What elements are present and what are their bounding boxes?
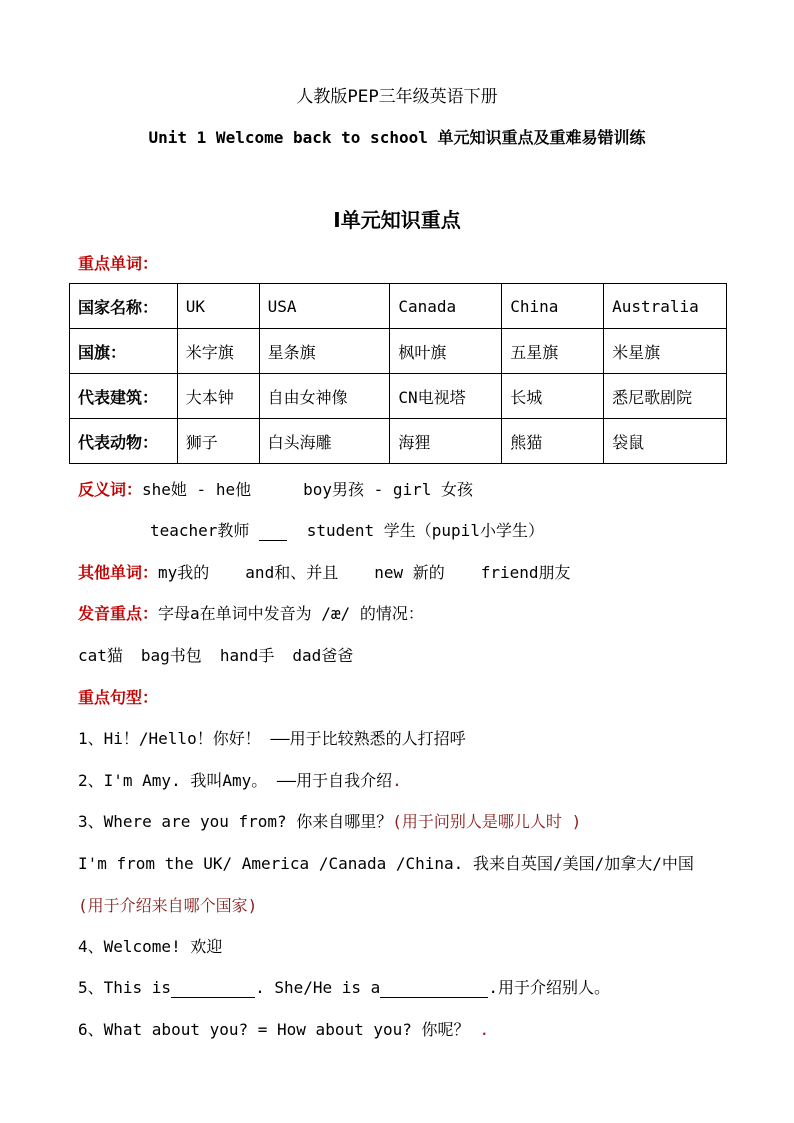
table-cell: 狮子 [177, 419, 259, 464]
pronunciation-label: 发音重点： [78, 604, 159, 623]
sentence-1: 1、Hi！/Hello！你好！ ——用于比较熟悉的人打招呼 [78, 729, 466, 748]
table-cell: 枫叶旗 [390, 329, 502, 374]
table-row [70, 419, 727, 464]
key-sentences-label: 重点句型： [78, 688, 159, 707]
example-word: cat猫 [78, 646, 123, 665]
table-cell: Canada [390, 284, 502, 329]
table-cell: USA [259, 284, 390, 329]
pronunciation-line [78, 604, 424, 624]
example-word: bag书包 [140, 646, 202, 665]
table-cell: 星条旗 [259, 329, 390, 374]
antonym-word: teacher教师 [150, 521, 250, 540]
table-cell: 悉尼歌剧院 [604, 374, 727, 419]
table-cell: 熊猫 [502, 419, 604, 464]
table-cell: UK [177, 284, 259, 329]
sentence-text: 5、This is [78, 978, 172, 997]
word-item: and和、并且 [245, 563, 339, 582]
table-cell: 海狸 [390, 419, 502, 464]
sentence-3-note: (用于介绍来自哪个国家) [78, 896, 258, 915]
doc-title: 人教版PEP三年级英语下册 [296, 87, 498, 107]
row-header: 代表建筑： [70, 374, 178, 419]
pronunciation-text: 字母a在单词中发音为 /æ/ 的情况： [158, 604, 424, 623]
table-cell: 袋鼠 [604, 419, 727, 464]
row-header: 国家名称： [70, 284, 178, 329]
sentence-text: 6、What about you? = How about you? 你呢？ [78, 1020, 470, 1039]
word-item: friend朋友 [480, 563, 571, 582]
antonyms-label: 反义词： [78, 480, 143, 499]
sentence-text: 3、Where are you from? 你来自哪里？ [78, 812, 393, 831]
other-words-line [78, 563, 571, 583]
blank-line [380, 981, 488, 998]
sentence-3 [78, 812, 581, 832]
sentence-4: 4、Welcome! 欢迎 [78, 937, 223, 956]
sentence-2 [78, 771, 402, 791]
sentence-6 [78, 1020, 489, 1040]
table-cell: 米星旗 [604, 329, 727, 374]
sentence-3-answer: I'm from the UK/ America /Canada /China. 我来自英国/美国/加拿大/中国 [78, 854, 694, 873]
doc-subtitle: Unit 1 Welcome back to school 单元知识重点及重难易错训练 [148, 128, 646, 147]
sentence-text: . She/He is a [255, 978, 381, 997]
antonym-pair: boy男孩 - girl 女孩 [303, 480, 474, 499]
example-word: hand手 [219, 646, 275, 665]
sentence-text: .用于介绍别人。 [488, 978, 610, 997]
word-item: new 新的 [374, 563, 445, 582]
sentence-note: (用于问别人是哪儿人时 ) [392, 812, 582, 831]
row-header: 代表动物： [70, 419, 178, 464]
table-cell: 长城 [502, 374, 604, 419]
table-cell: 自由女神像 [259, 374, 390, 419]
key-words-label: 重点单词： [78, 254, 159, 273]
sentence-dot: . [479, 1020, 490, 1039]
table-cell: 白头海雕 [259, 419, 390, 464]
blank-line [259, 524, 287, 541]
table-cell: 大本钟 [177, 374, 259, 419]
antonyms-line-1 [78, 480, 473, 500]
example-word: dad爸爸 [292, 646, 354, 665]
sentence-5 [78, 978, 610, 998]
antonym-word: student 学生（pupil小学生） [306, 521, 544, 540]
table-cell: 米字旗 [177, 329, 259, 374]
antonyms-line-2 [150, 521, 544, 541]
sentence-dot: . [392, 771, 402, 790]
table-cell: CN电视塔 [390, 374, 502, 419]
other-words-label: 其他单词： [78, 563, 159, 582]
table-cell: Australia [604, 284, 727, 329]
blank-line [171, 981, 255, 998]
table-row [70, 329, 727, 374]
sentence-text: 2、I'm Amy. 我叫Amy。 ——用于自我介绍 [78, 771, 393, 790]
table-cell: 五星旗 [502, 329, 604, 374]
table-cell: China [502, 284, 604, 329]
vocab-table [69, 283, 727, 464]
table-row [70, 284, 727, 329]
row-header: 国旗： [70, 329, 178, 374]
antonym-pair: she她 - he他 [142, 480, 252, 499]
word-item: my我的 [158, 563, 210, 582]
section-title: Ⅰ单元知识重点 [333, 208, 461, 232]
pronunciation-examples [78, 646, 353, 666]
table-row [70, 374, 727, 419]
